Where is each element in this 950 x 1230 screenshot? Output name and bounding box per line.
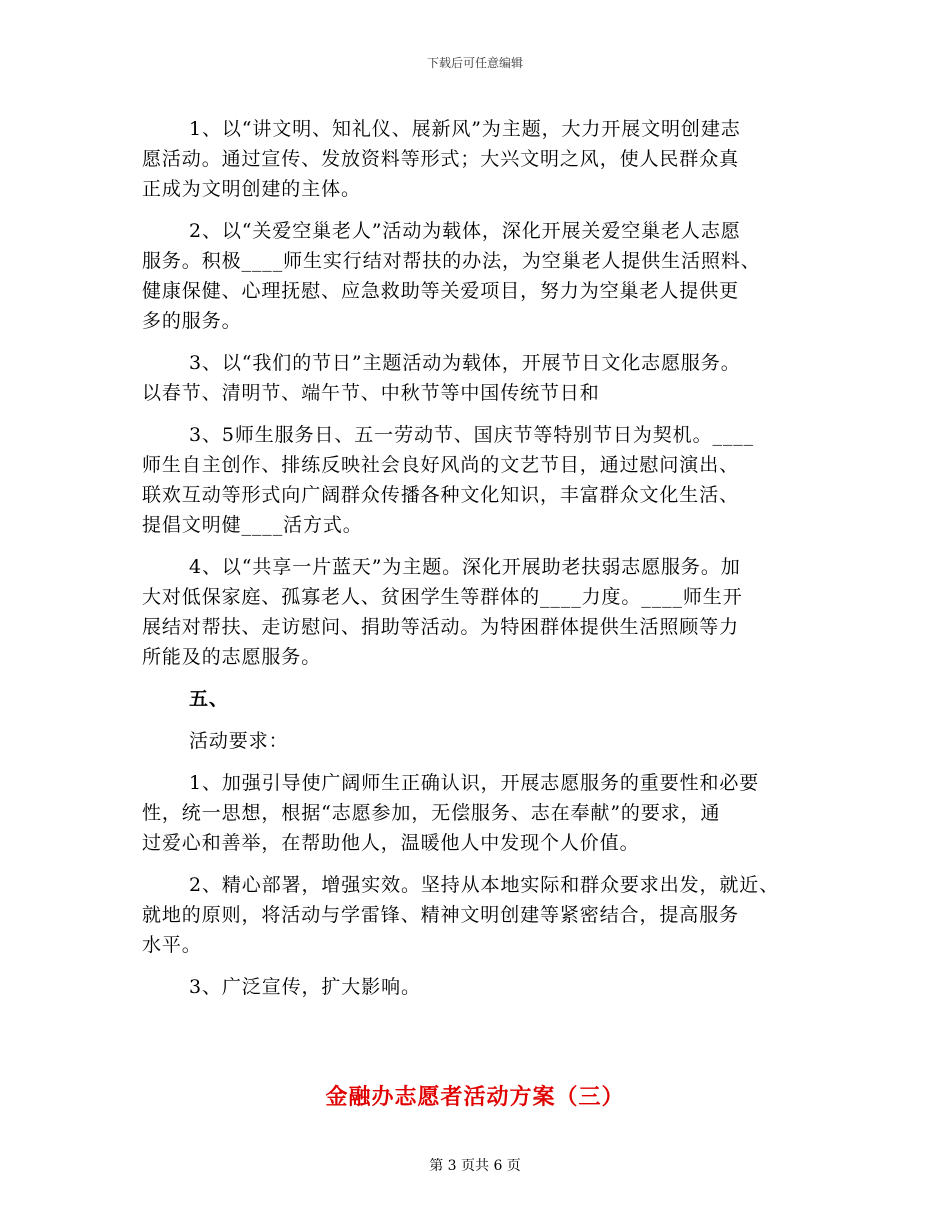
document-title: 金融办志愿者活动方案（三） (325, 1085, 625, 1110)
text-line: 1、加强引导使广阔师生正确认识，开展志愿服务的重要性和必要 (189, 772, 760, 794)
text-line: 过爱心和善举，在帮助他人，温暖他人中发现个人价值。 (142, 832, 640, 854)
text-line: 就地的原则，将活动与学雷锋、精神文明创建等紧密结合，提高服务 (142, 904, 740, 926)
text-line: 联欢互动等形式向广阔群众传播各种文化知识，丰富群众文化生活、 (142, 484, 740, 506)
text-line: 所能及的志愿服务。 (142, 646, 322, 668)
page-footer: 第 3 页共 6 页 (429, 1158, 521, 1174)
requirements-heading: 活动要求： (189, 730, 289, 752)
text-line: 3、5师生服务日、五一劳动节、国庆节等特别节日为契机。____ (189, 424, 755, 446)
document-body (142, 114, 822, 1002)
text-line: 性，统一思想，根据“志愿参加，无偿服务、志在奉献”的要求，通 (142, 802, 721, 824)
text-line: 水平。 (142, 934, 202, 956)
text-line: 大对低保家庭、孤寡老人、贫困学生等群体的____力度。____师生开 (142, 586, 743, 608)
text-line: 服务。积极____师生实行结对帮扶的办法，为空巢老人提供生活照料、 (142, 250, 761, 272)
text-line: 3、广泛宣传，扩大影响。 (189, 976, 421, 998)
section-heading: 五、 (189, 688, 229, 710)
text-line: 健康保健、心理抚慰、应急救助等关爱项目，努力为空巢老人提供更 (142, 280, 740, 302)
text-line: 以春节、清明节、端午节、中秋节等中国传统节日和 (142, 382, 600, 404)
text-line: 正成为文明创建的主体。 (142, 178, 361, 200)
text-line: 4、以“共享一片蓝天”为主题。深化开展助老扶弱志愿服务。加 (189, 556, 741, 578)
text-line: 展结对帮扶、走访慰问、捐助等活动。为特困群体提供生活照顾等力 (142, 616, 740, 638)
text-line: 2、精心部署，增强实效。坚持从本地实际和群众要求出发，就近、 (189, 874, 780, 896)
text-line: 愿活动。通过宣传、发放资料等形式；大兴文明之风，使人民群众真 (142, 148, 740, 170)
page-header: 下载后可任意编辑 (426, 56, 523, 70)
text-line: 多的服务。 (142, 310, 242, 332)
text-line: 师生自主创作、排练反映社会良好风尚的文艺节目，通过慰问演出、 (142, 454, 740, 476)
text-line: 1、以“讲文明、知礼仪、展新风”为主题，大力开展文明创建志 (189, 118, 741, 140)
text-line: 2、以“关爱空巢老人”活动为载体，深化开展关爱空巢老人志愿 (189, 220, 741, 242)
text-line: 提倡文明健____活方式。 (142, 514, 363, 536)
text-line: 3、以“我们的节日”主题活动为载体，开展节日文化志愿服务。 (189, 352, 741, 374)
